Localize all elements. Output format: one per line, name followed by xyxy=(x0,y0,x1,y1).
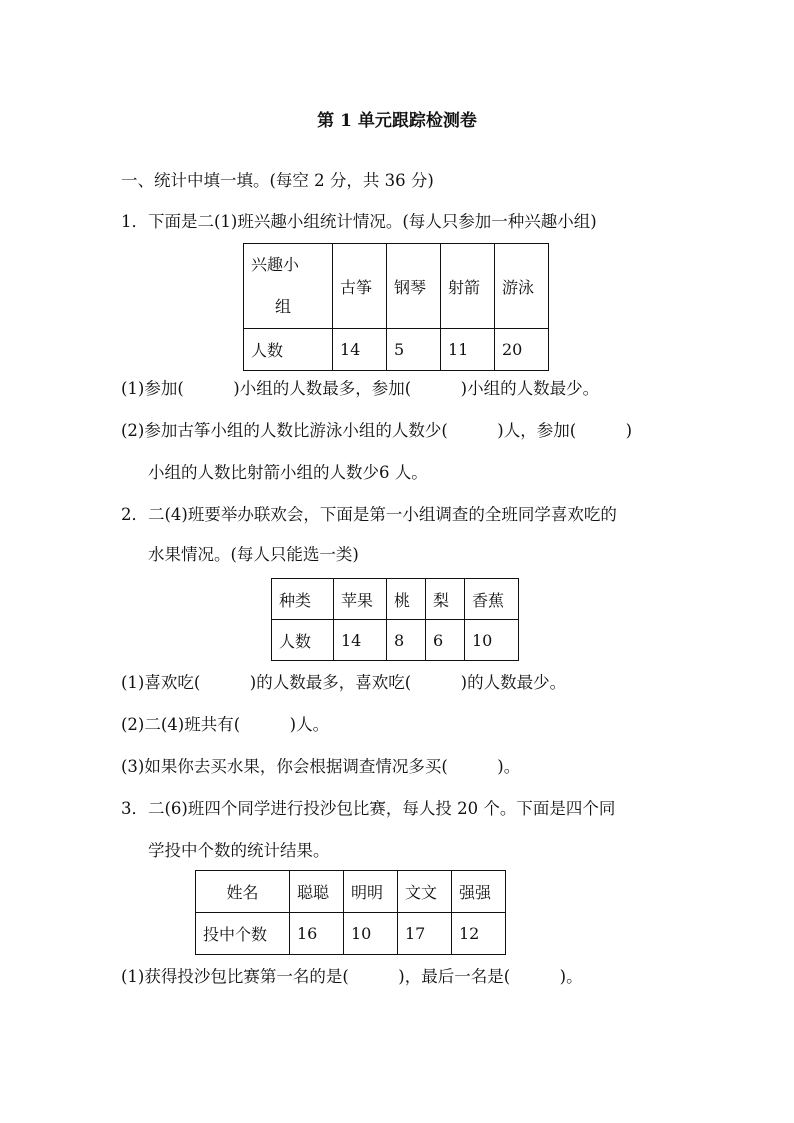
q3-table-value: 12 xyxy=(452,913,506,955)
q2-table xyxy=(271,578,519,661)
q2-table-value: 10 xyxy=(465,620,519,661)
q1-table-value: 5 xyxy=(387,329,441,371)
q1-header-label-line2: 组 xyxy=(275,297,292,316)
q1-stem: 1．下面是二(1)班兴趣小组统计情况。(每人只参加一种兴趣小组) xyxy=(121,212,597,231)
q1-table-value: 14 xyxy=(333,329,387,371)
q1-table-value-row xyxy=(244,329,549,371)
q2-table-value-row xyxy=(272,620,519,661)
q3-table-value: 17 xyxy=(398,913,452,955)
q3-table-row-label: 投中个数 xyxy=(196,913,290,955)
q1-sub1: (1)参加( )小组的人数最多，参加( )小组的人数最少。 xyxy=(121,379,600,398)
q3-table-col-name: 明明 xyxy=(344,871,398,913)
section1-heading: 一、统计中填一填。(每空 2 分，共 36 分) xyxy=(121,171,434,190)
q1-sub2-line1: (2)参加古筝小组的人数比游泳小组的人数少( )人，参加( ) xyxy=(121,421,633,440)
q3-table-header-label: 姓名 xyxy=(196,871,290,913)
q3-stem-line1: 3．二(6)班四个同学进行投沙包比赛，每人投 20 个。下面是四个同 xyxy=(121,799,616,818)
q1-table-value: 20 xyxy=(495,329,549,371)
q3-table-value-row xyxy=(196,913,506,955)
q2-table-header-row xyxy=(272,579,519,620)
q3-table-value: 10 xyxy=(344,913,398,955)
q3-table-header-row xyxy=(196,871,506,913)
q2-table-value: 6 xyxy=(426,620,465,661)
q1-table-col-name: 射箭 xyxy=(441,244,495,329)
q2-table-value: 14 xyxy=(334,620,387,661)
q1-sub2-line2: 小组的人数比射箭小组的人数少6 人。 xyxy=(148,463,428,482)
q1-table-col-name: 钢琴 xyxy=(387,244,441,329)
q2-table-value: 8 xyxy=(387,620,426,661)
q2-table-col-name: 苹果 xyxy=(334,579,387,620)
q3-table-value: 16 xyxy=(290,913,344,955)
q1-table-col-name: 古筝 xyxy=(333,244,387,329)
q3-sub1: (1)获得投沙包比赛第一名的是( )，最后一名是( )。 xyxy=(121,967,583,986)
q3-stem-line2: 学投中个数的统计结果。 xyxy=(148,841,330,860)
q1-header-label-line1: 兴趣小 xyxy=(251,255,300,274)
page-title: 第 1 单元跟踪检测卷 xyxy=(317,111,477,131)
q1-table-header-label xyxy=(244,244,333,329)
q3-table-col-name: 聪聪 xyxy=(290,871,344,913)
q1-table-row-label: 人数 xyxy=(244,329,333,371)
q2-sub1: (1)喜欢吃( )的人数最多，喜欢吃( )的人数最少。 xyxy=(121,673,567,692)
q1-table-value: 11 xyxy=(441,329,495,371)
q2-table-col-name: 梨 xyxy=(426,579,465,620)
q2-sub3: (3)如果你去买水果，你会根据调查情况多买( )。 xyxy=(121,757,521,776)
q3-table xyxy=(195,870,506,955)
q2-sub2: (2)二(4)班共有( )人。 xyxy=(121,715,330,734)
q3-table-col-name: 强强 xyxy=(452,871,506,913)
q2-stem-line1: 2．二(4)班要举办联欢会，下面是第一小组调查的全班同学喜欢吃的 xyxy=(121,505,617,524)
q1-table xyxy=(243,243,549,371)
q2-table-row-label: 人数 xyxy=(272,620,334,661)
q2-table-col-name: 香蕉 xyxy=(465,579,519,620)
q1-table-col-name: 游泳 xyxy=(495,244,549,329)
q2-table-header-label: 种类 xyxy=(272,579,334,620)
q2-table-col-name: 桃 xyxy=(387,579,426,620)
q3-table-col-name: 文文 xyxy=(398,871,452,913)
q1-table-header-row xyxy=(244,244,549,329)
q2-stem-line2: 水果情况。(每人只能选一类) xyxy=(148,545,359,564)
